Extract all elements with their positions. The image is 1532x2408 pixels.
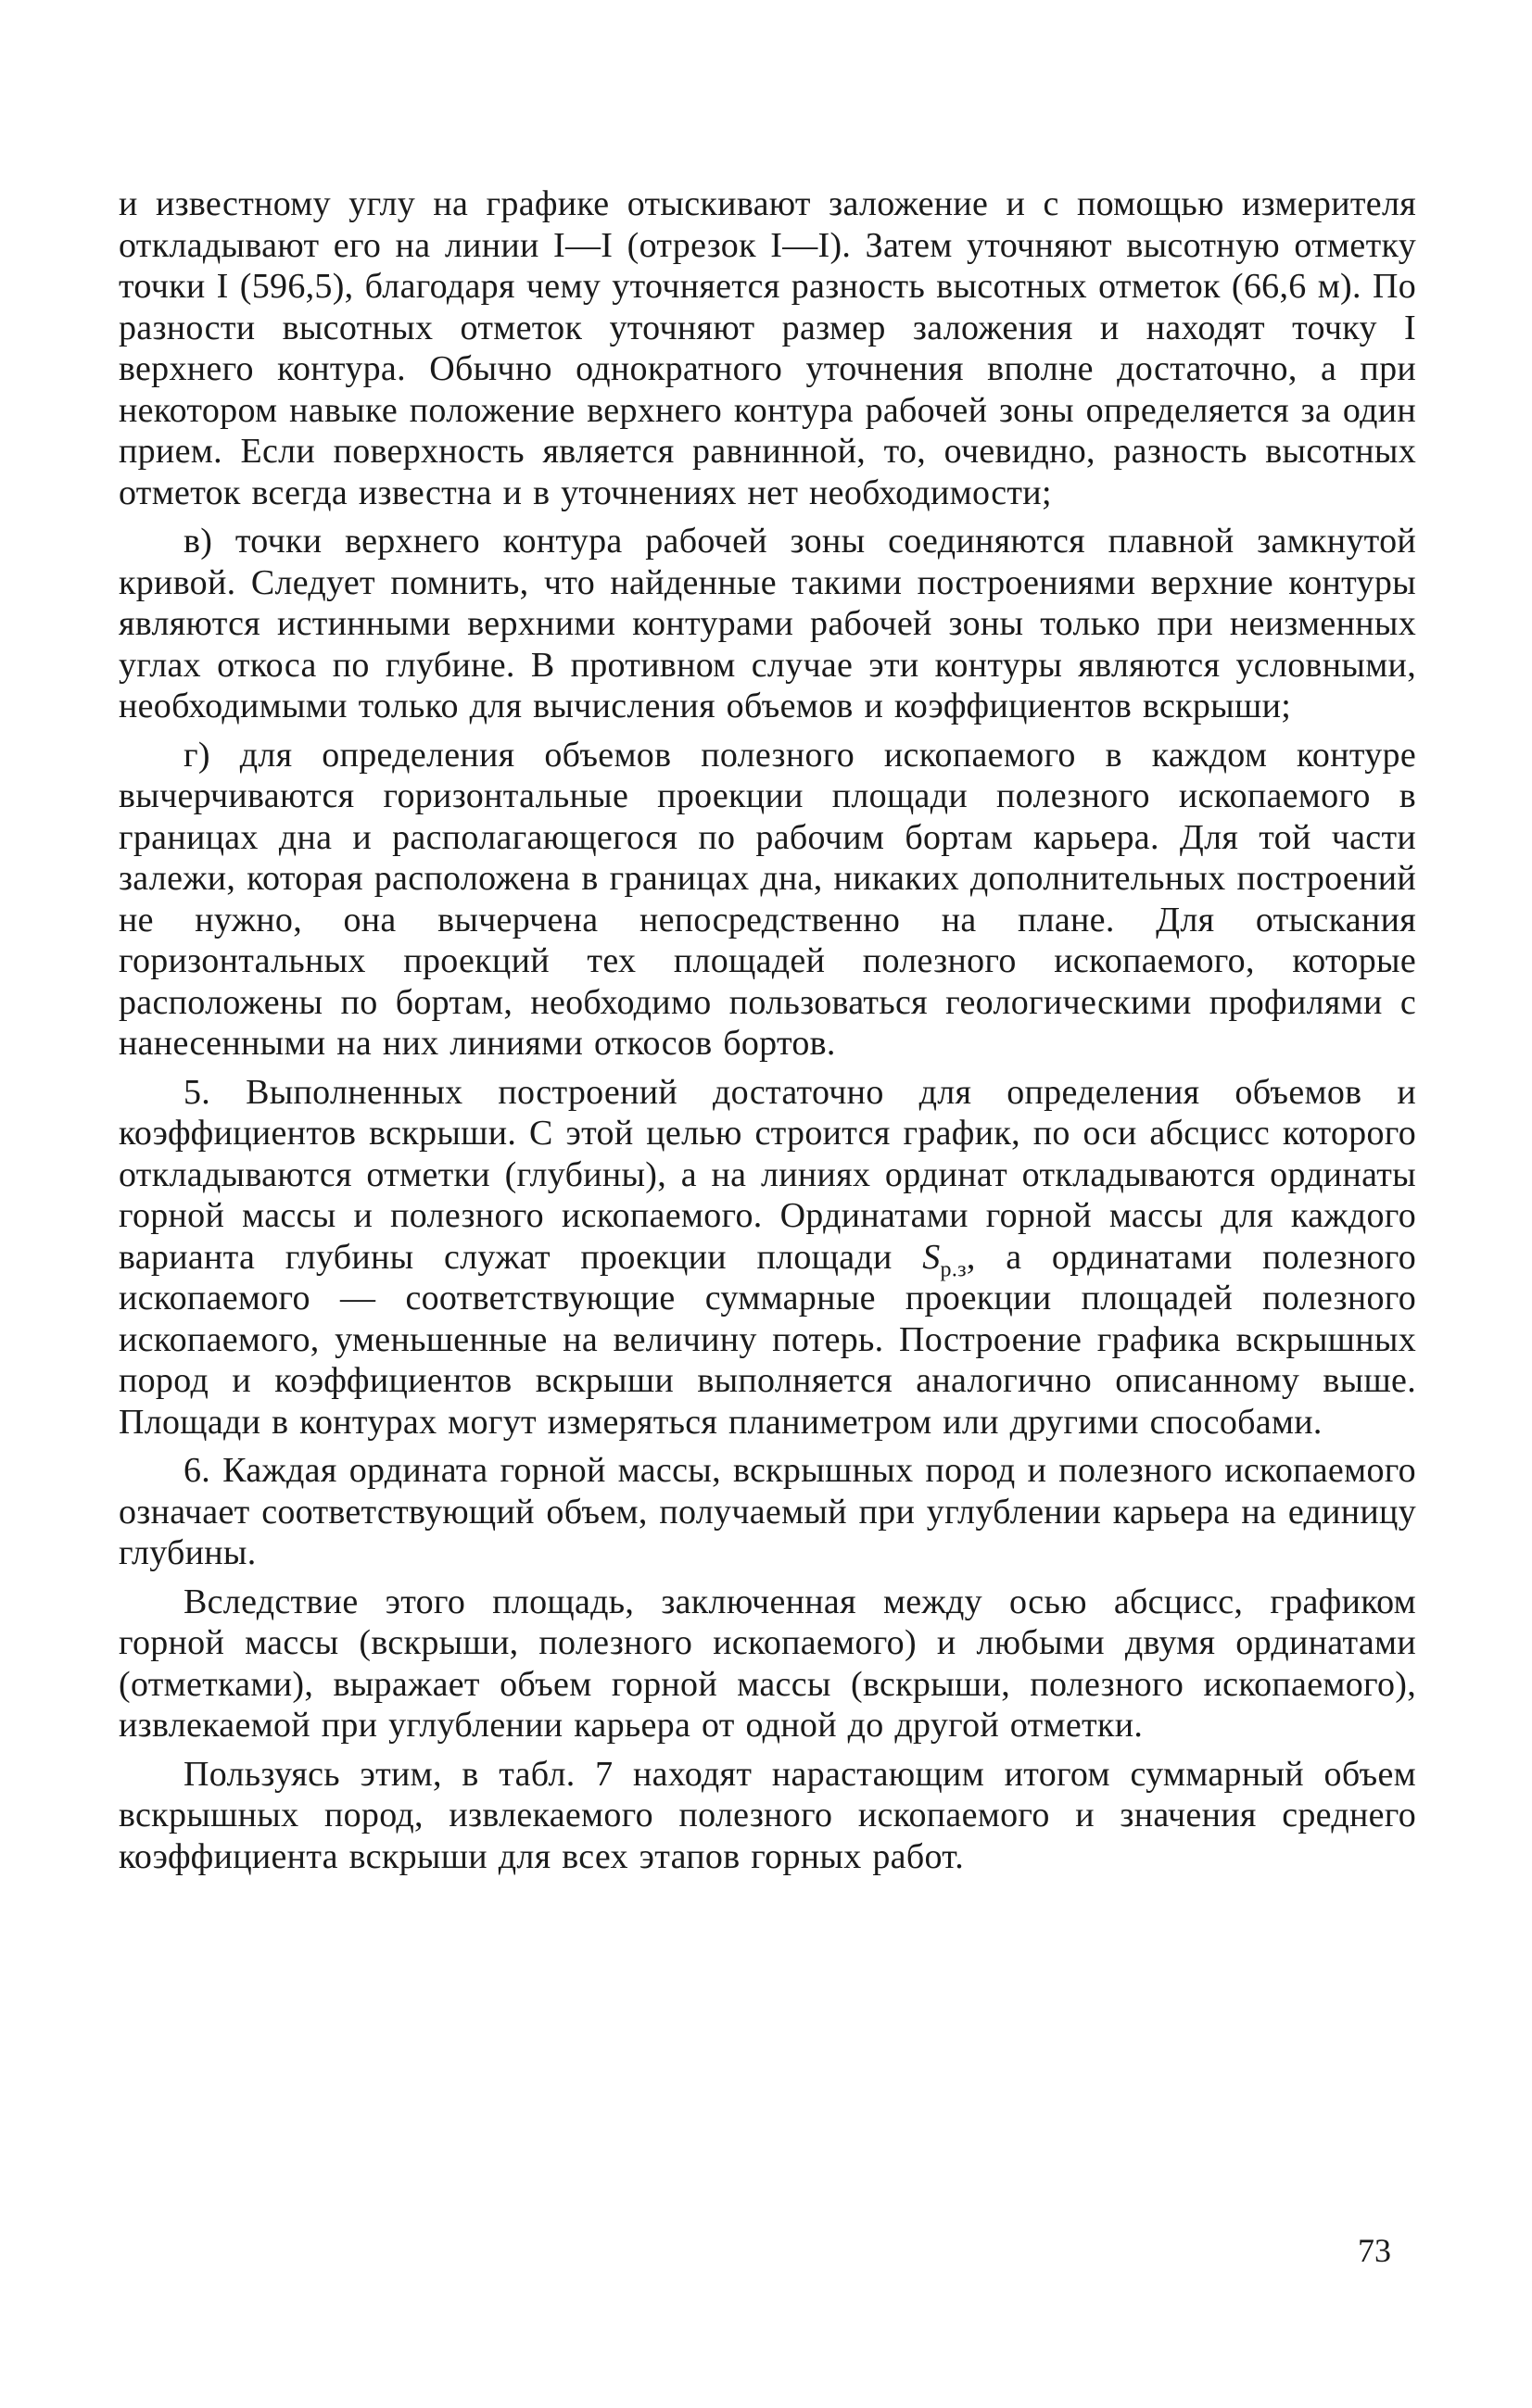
paragraph-item-5-text-after: , а ординатами полезного ископаемого — соответствующие суммарные проекции площадей полезного ископаемого, уменьшенные на величину потерь. Построение графика вскрышных пород и коэффициентов вскрыши выполняется аналогично описанному выше. Площади в контурах могут измеряться планиметром или другими способами. xyxy=(119,1237,1416,1442)
paragraph-consequence: Вследствие этого площадь, заключенная между осью абсцисс, графиком горной массы (вскрыши, полезного ископаемого) и любыми двумя ординатами (отметками), выражает объем горной массы (вскрыши, полезного ископаемого), извлекаемой при углублении карьера от одной до другой отметки. xyxy=(119,1582,1416,1745)
paragraph-continuation: и известному углу на графике отыскивают заложение и с помощью измерителя откладывают его на линии I—I (отрезок I—I). Затем уточняют высотную отметку точки I (596,5), благодаря чему уточняется разность высотных отметок (66,6 м). По разности высотных отметок уточняют размер заложения и находят точку I верхнего контура. Обычно однократного уточнения вполне достаточно, а при некотором навыке положение верхнего контура рабочей зоны определяется за один прием. Если поверхность является равнинной, то, очевидно, разность высотных отметок всегда известна и в уточнениях нет необходимости; xyxy=(119,184,1416,512)
paragraph-item-6: 6. Каждая ордината горной массы, вскрышных пород и полезного ископаемого означает соответствующий объем, получаемый при углублении карьера на единицу глубины. xyxy=(119,1451,1416,1572)
area-subscript: р.з xyxy=(940,1257,967,1282)
page-number: 73 xyxy=(1358,2232,1391,2269)
paragraph-item-g: г) для определения объемов полезного ископаемого в каждом контуре вычерчиваются горизонтальные проекции площади полезного ископаемого в границах дна и располагающегося по рабочим бортам карьера. Для той части залежи, которая расположена в границах дна, никаких дополнительных построений не нужно, она вычерчена непосредственно на плане. Для отыскания горизонтальных проекций тех площадей полезного ископаемого, которые расположены по бортам, необходимо пользоваться геологическими профилями с нанесенными на них линиями откосов бортов. xyxy=(119,735,1416,1063)
paragraph-table-reference: Пользуясь этим, в табл. 7 находят нарастающим итогом суммарный объем вскрышных пород, извлекаемого полезного ископаемого и значения среднего коэффициента вскрыши для всех этапов горных работ. xyxy=(119,1754,1416,1876)
paragraph-item-5 xyxy=(119,1072,1416,1444)
paragraph-item-v: в) точки верхнего контура рабочей зоны соединяются плавной замкнутой кривой. Следует помнить, что найденные такими построениями верхние контуры являются истинными верхними контурами рабочей зоны только при неизменных углах откоса по глубине. В противном случае эти контуры являются условными, необходимыми только для вычисления объемов и коэффициентов вскрыши; xyxy=(119,522,1416,725)
area-symbol: S xyxy=(922,1237,941,1277)
paragraph-item-5-text-before: 5. Выполненных построений достаточно для определения объемов и коэффициентов вскрыши. С этой целью строится график, по оси абсцисс которого откладываются отметки (глубины), а на линиях ординат откладываются ординаты горной массы и полезного ископаемого. Ординатами горной массы для каждого варианта глубины служат проекции площади xyxy=(119,1072,1416,1277)
page-body xyxy=(119,183,1416,1885)
